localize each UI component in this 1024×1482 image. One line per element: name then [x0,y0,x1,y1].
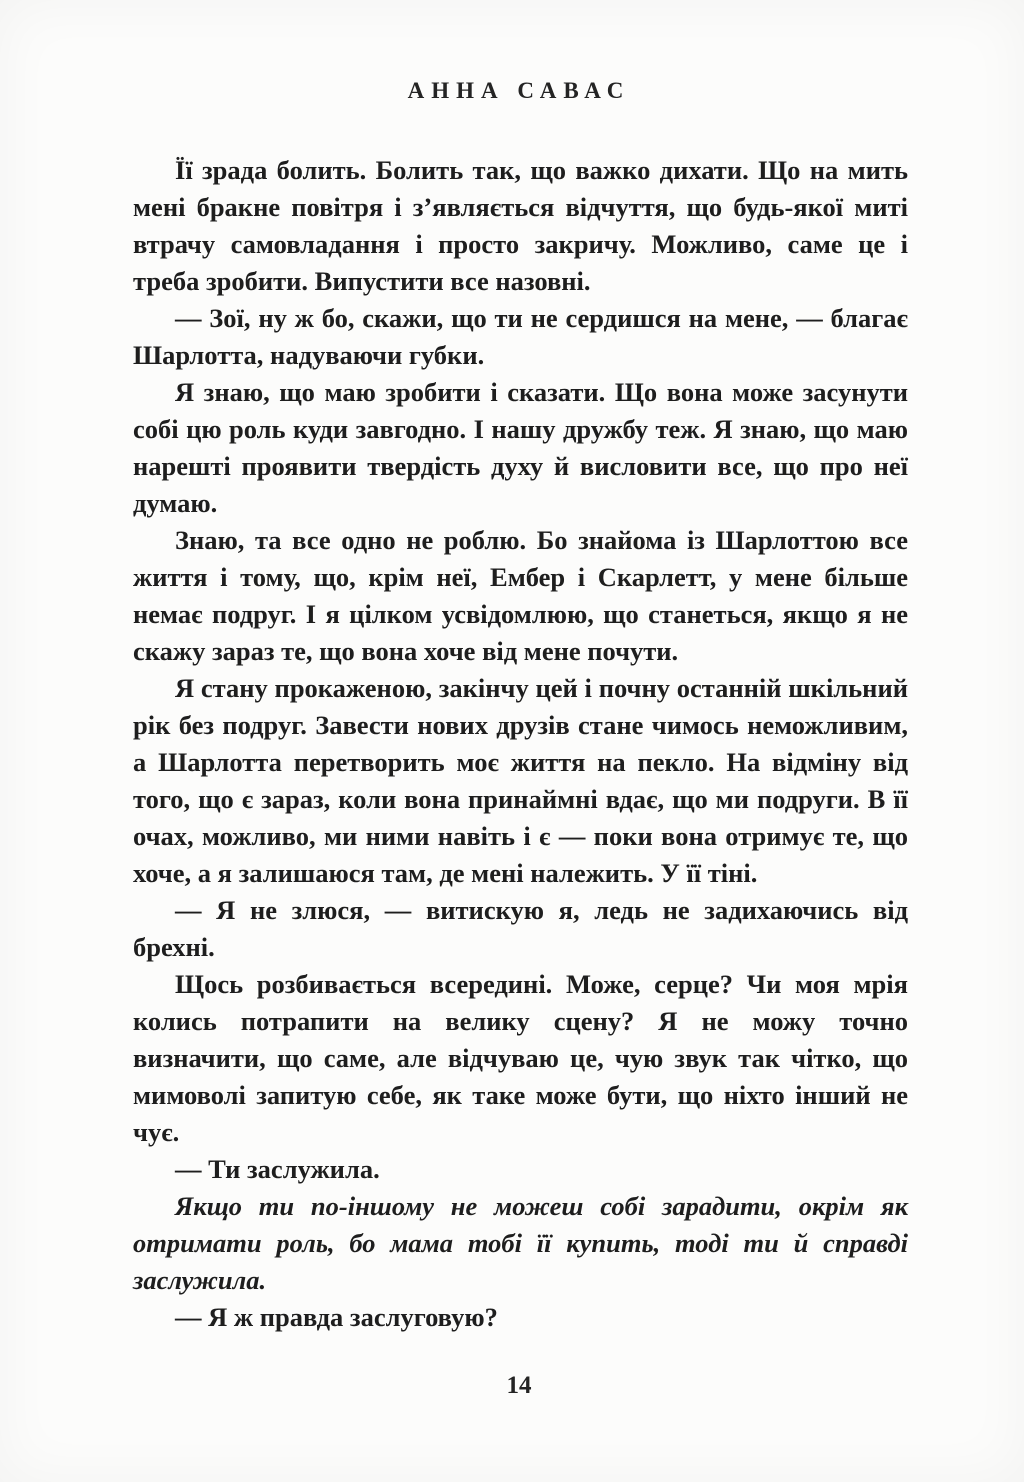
paragraph-dialogue: — Ти заслужила. [175,1154,380,1184]
paragraph: Щось розбивається всередині. Може, серце? Чи моя мрія колись потрапити на велику сцену? Я не можу точно визначити, що саме, але відчуваю це, чую звук так чітко, що мимоволі запитую себе, як таке може бути, що ніхто інший не чує. [133,969,908,1147]
paragraph: Я стану прокаженою, закінчу цей і почну останній шкільний рік без подруг. Завести нових друзів стане чимось неможливим, а Шарлотта перетворить моє життя на пекло. На відміну від того, що є зараз, коли вона принаймні вдає, що ми подруги. В її очах, можливо, ми ними навіть і є — поки вона отримує те, що хоче, а я залишаюся там, де мені належить. У її тіні. [133,673,908,888]
paragraph-dialogue: — Я не злюся, — витискую я, ледь не задихаючись від брехні. [133,895,908,962]
paragraph-emphasis: Якщо ти по-іншому не можеш собі зарадити, окрім як отримати роль, бо мама тобі її купить, тоді ти й справді заслужила. [133,1191,908,1295]
paragraph-dialogue: — Зої, ну ж бо, скажи, що ти не сердишся на мене, — благає Шарлотта, надуваючи губки. [133,303,908,370]
paragraph: Я знаю, що маю зробити і сказати. Що вона може засунути собі цю роль куди завгодно. І нашу дружбу теж. Я знаю, що маю нарешті проявити твердість духу й висловити все, що про неї думаю. [133,377,908,518]
paragraph-dialogue: — Я ж правда заслуговую? [175,1302,498,1332]
running-head: АННА САВАС [407,78,631,103]
paragraph: Знаю, та все одно не роблю. Бо знайома із Шарлоттою все життя і тому, що, крім неї, Ембер і Скарлетт, у мене більше немає подруг. І я цілком усвідомлюю, що станеться, якщо я не скажу зараз те, що вона хоче від мене почути. [133,525,908,666]
body-text [133,152,908,1336]
page-number: 14 [506,1372,532,1399]
paragraph: Її зрада болить. Болить так, що важко дихати. Що на мить мені бракне повітря і з’являється відчуття, що будь-якої миті втрачу самовладання і просто закричу. Можливо, саме це і треба зробити. Випустити все назовні. [133,155,908,296]
